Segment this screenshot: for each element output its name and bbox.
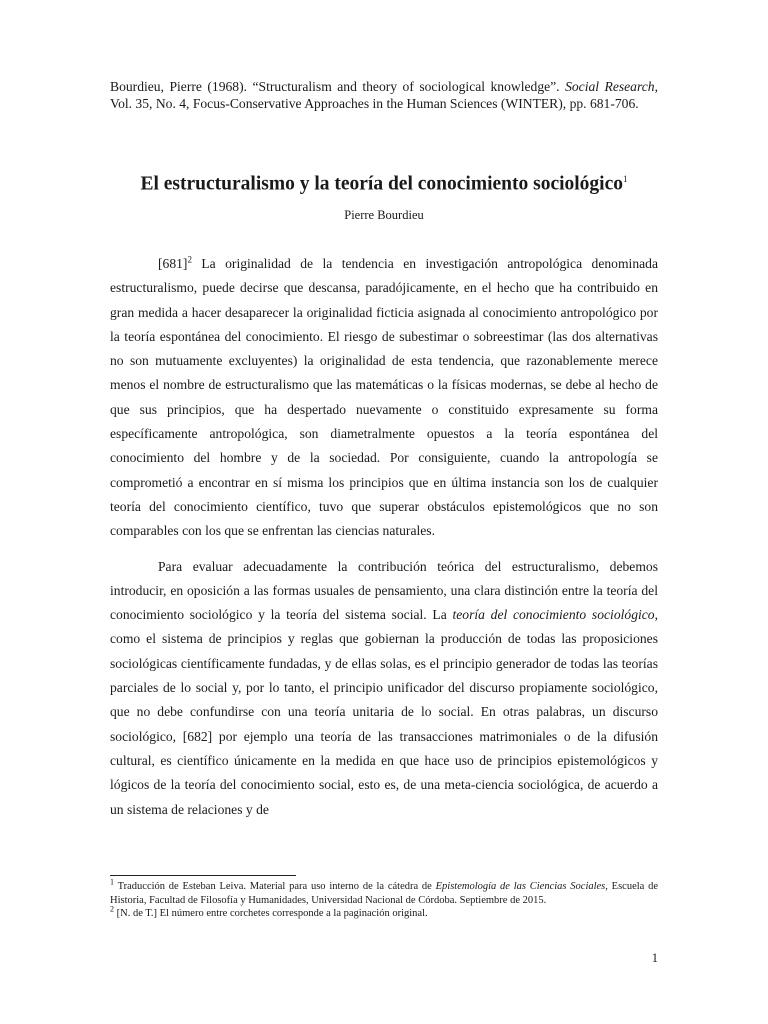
citation-text-before: Bourdieu, Pierre (1968). “Structuralism and theory of sociological knowledge”.: [110, 79, 566, 94]
footnote-2-mark: 2: [110, 904, 114, 914]
paragraph-2-text-before: Para evaluar adecuadamente la contribución teórica del estructuralismo, debemos introducir, en oposición a las formas usuales de pensamiento, una clara distinción entre la teoría del conocimiento sociológico y la teoría del sistema social. La: [110, 558, 658, 623]
paragraph-2-italic-term: teoría del conocimiento sociológico: [452, 607, 655, 623]
title-footnote-mark: 1: [623, 174, 628, 184]
document-title: [0, 166, 768, 198]
bibliographic-citation: [110, 78, 658, 112]
citation-journal: Social Research: [565, 79, 655, 94]
page-marker: [681]: [158, 256, 188, 271]
footnote-1-italic: Epistemología de las Ciencias Sociales: [435, 881, 606, 892]
footnote-1-text-after: , Escuela de Historia, Facultad de Filosofía y Humanidades, Universidad Nacional de Córdoba. Septiembre de 2015.: [110, 881, 659, 906]
footnote-1-mark: 1: [110, 877, 114, 887]
footnote-mark-2: 2: [187, 254, 192, 265]
paragraph-1-text: La originalidad de la tendencia en investigación antropológica denominada estructuralismo, puede decirse que descansa, paradójicamente, en el hecho que ha contribuido en gran medida a hacer desaparecer la originalidad ficticia asignada al conocimiento antropológico por la teoría espontánea del conocimiento. El riesgo de subestimar o sobreestimar (las dos alternativas no son mutuamente excluyentes) la originalidad de esta tendencia, que razonablemente merece menos el nombre de estructuralismo que las matemáticas o la físicas modernas, se debe al hecho de que sus principios, que ha despertado nuevamente o constituido expresamente su forma específicamente antropológica, son diametralmente opuestos a la teoría espontánea del conocimiento del hombre y de la sociedad. Por consiguiente, cuando la antropología se comprometió a encontrar en sí misma los principios que en última instancia son los de cualquier teoría del conocimiento científico, tuvo que superar obstáculos epistemológicos que no son comparables con los que se enfrentan las ciencias naturales.: [110, 256, 658, 539]
title-text: El estructuralismo y la teoría del conocimiento sociológico: [140, 173, 624, 195]
body-text: [110, 252, 658, 822]
footnotes: [110, 877, 659, 921]
footnote-2-text: [N. de T.] El número entre corchetes corresponde a la paginación original.: [114, 908, 428, 919]
footnote-1-text-before: Traducción de Esteban Leiva. Material para uso interno de la cátedra de: [114, 881, 436, 892]
paragraph-1: [110, 252, 658, 544]
author-name: Pierre Bourdieu: [344, 208, 424, 222]
paragraph-2-text-after: , como el sistema de principios y reglas que gobiernan la producción de todas las proposiciones sociológicas científicamente fundadas, y de ellas solas, es el principio generador de todas las teorías parciales de lo social y, por lo tanto, el principio unificador del discurso propiamente sociológico, que no debe confundirse con una teoría unitaria de lo social. En otras palabras, un discurso sociológico, [682] por ejemplo una teoría de las transacciones matrimoniales o de la difusión cultural, es científico únicamente en la medida en que hace uso de principios epistemológicos y lógicos de la teoría del conocimiento social, esto es, de una meta-ciencia sociológica, de acuerdo a un sistema de relaciones y de: [110, 607, 658, 817]
footnote-separator: [110, 875, 296, 876]
page-number: 1: [651, 951, 658, 965]
footnote-2: [110, 904, 658, 921]
paragraph-2: [110, 555, 658, 822]
footnote-1: [110, 877, 659, 907]
citation-text-after: , Vol. 35, No. 4, Focus-Conservative Approaches in the Human Sciences (WINTER), pp. 681-706.: [110, 79, 658, 111]
